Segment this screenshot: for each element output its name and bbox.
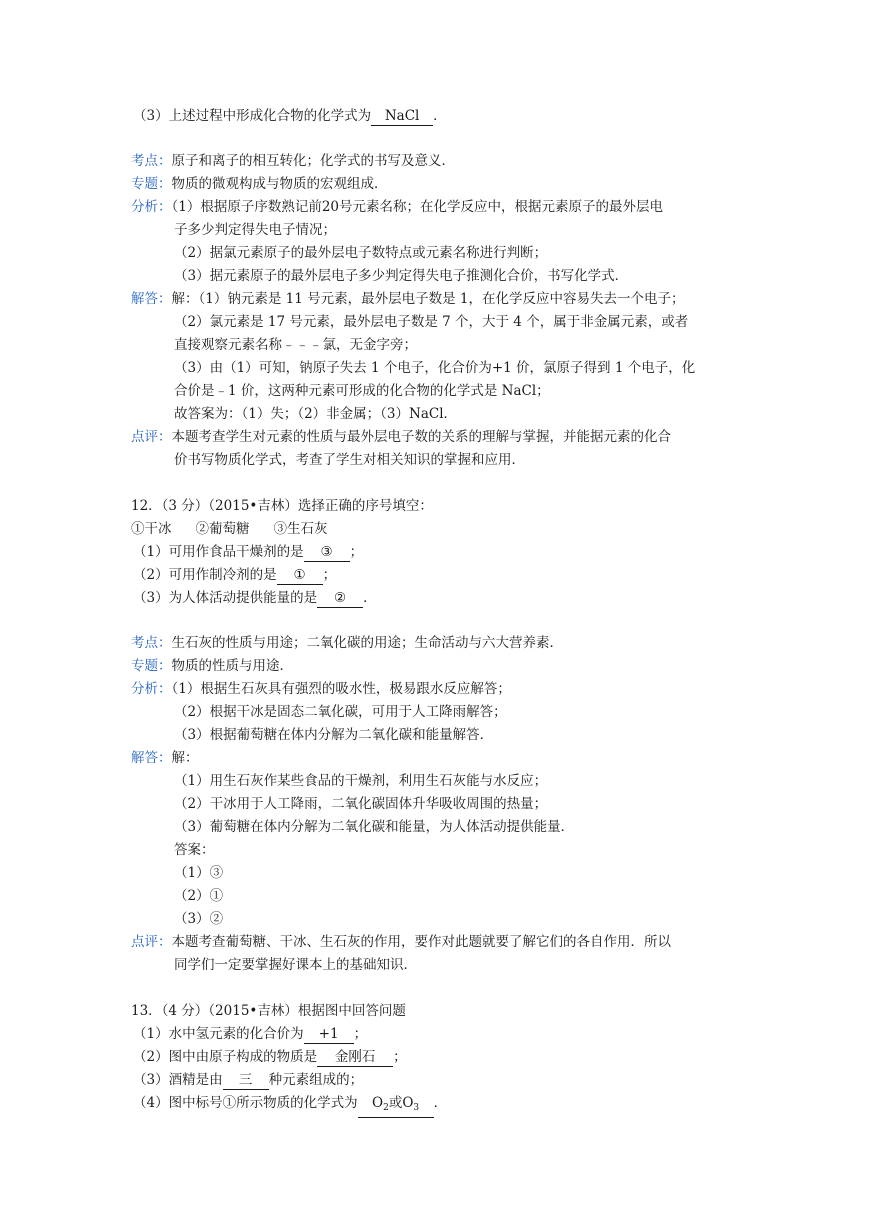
oxygen-symbol: O [372, 1095, 384, 1111]
q11-fenxi [131, 197, 663, 217]
q13-part-text: （1）水中氢元素的化合价为 [133, 1026, 304, 1042]
q12-option: ③生石灰 [273, 521, 328, 537]
subscript: 2 [383, 1103, 389, 1113]
kaodian-label: 考点： [131, 153, 172, 169]
q11-zhuanti [131, 174, 388, 194]
dianping-line: 本题考查学生对元素的性质与最外层电子数的关系的理解与掌握，并能据元素的化合 [171, 429, 671, 445]
q11-dianping [131, 427, 671, 447]
fenxi-line: （1）根据原子序数熟记前20号元素名称；在化学反应中，根据元素原子的最外层电 [171, 199, 664, 215]
zhuanti-text: 物质的微观构成与物质的宏观组成． [171, 176, 388, 192]
q11-jieda [131, 289, 684, 309]
q13-part1 [133, 1024, 367, 1044]
fenxi-line: （3）据元素原子的最外层电子多少判定得失电子推测化合价，书写化学式． [174, 268, 629, 284]
q12-option: ①干冰 [131, 521, 172, 537]
q12-part-answer: ① [277, 566, 323, 585]
jieda-line: 合价是﹣1 价，这两种元素可形成的化合物的化学式是 NaCl； [174, 383, 550, 399]
jieda-line: 答案： [174, 842, 215, 858]
jieda-line: 直接观察元素名称﹣﹣﹣氯，无金字旁； [174, 337, 417, 353]
q13-part4 [133, 1093, 447, 1113]
fenxi-line: （2）根据干冰是固态二氧化碳，可用于人工降雨解答； [174, 704, 507, 720]
q13-part4-text: （4）图中标号①所示物质的化学式为 [133, 1095, 358, 1111]
subscript: 3 [413, 1103, 420, 1113]
q13-part-end: 种元素组成的； [268, 1072, 364, 1088]
q12-part2 [133, 565, 336, 585]
q13-part-answer: 金刚石 [317, 1048, 393, 1067]
q12-part-answer: ② [317, 589, 363, 608]
q11-part3-text: （3）上述过程中形成化合物的化学式为 [133, 108, 372, 124]
dianping-line: 价书写物质化学式，考查了学生对相关知识的掌握和应用． [174, 452, 525, 468]
jieda-line: （2）① [174, 888, 224, 904]
jieda-line: 解：（1）钠元素是 11 号元素，最外层电子数是 1，在化学反应中容易失去一个电子； [171, 291, 685, 307]
fenxi-line: （3）根据葡萄糖在体内分解为二氧化碳和能量解答． [174, 727, 494, 743]
q11-kaodian [131, 151, 455, 171]
q12-option: ②葡萄糖 [195, 521, 250, 537]
q12-part-text: （1）可用作食品干燥剂的是 [133, 544, 304, 560]
q13-part-text: （3）酒精是由 [133, 1072, 223, 1088]
q13-part3 [133, 1070, 363, 1090]
kaodian-text: 生石灰的性质与用途；二氧化碳的用途；生命活动与六大营养素． [171, 635, 563, 651]
q13-part2 [133, 1047, 407, 1067]
oxygen-symbol: O [402, 1095, 414, 1111]
q13-part-end: ； [393, 1049, 407, 1065]
q12-title: 12．（3 分）（2015•吉林）选择正确的序号填空： [131, 498, 433, 514]
q12-part-end: ． [363, 590, 377, 606]
q12-zhuanti [131, 656, 293, 676]
q13-part4-end: ． [433, 1095, 448, 1111]
fenxi-line: 子多少判定得失电子情况； [174, 222, 336, 238]
jieda-line: 解： [171, 750, 199, 766]
q11-part3-end: ． [433, 108, 447, 124]
q12-part-answer: ③ [304, 543, 350, 562]
q13-part-answer: 三 [223, 1071, 269, 1090]
kaodian-text: 原子和离子的相互转化；化学式的书写及意义． [171, 153, 455, 169]
q12-kaodian [131, 633, 563, 653]
q13-part4-answer [358, 1094, 434, 1118]
q12-part-end: ； [322, 567, 337, 583]
zhuanti-text: 物质的性质与用途． [171, 658, 293, 674]
q11-part3 [133, 106, 447, 126]
kaodian-label: 考点： [131, 635, 172, 651]
jieda-line: （3）葡萄糖在体内分解为二氧化碳和能量，为人体活动提供能量． [174, 819, 575, 835]
fenxi-label: 分析： [131, 681, 172, 697]
zhuanti-label: 专题： [131, 658, 172, 674]
jieda-label: 解答： [131, 750, 172, 766]
jieda-line: （2）干冰用于人工降雨，二氧化碳固体升华吸收周围的热量； [174, 796, 548, 812]
q13-title: 13．（4 分）（2015•吉林）根据图中回答问题 [131, 1003, 406, 1019]
q12-part-end: ； [349, 544, 364, 560]
dianping-label: 点评： [131, 429, 172, 445]
q12-part-text: （3）为人体活动提供能量的是 [133, 590, 318, 606]
q12-jieda [131, 748, 199, 768]
or-word: 或 [388, 1095, 403, 1111]
fenxi-line: （2）据氯元素原子的最外层电子数特点或元素名称进行判断； [174, 245, 548, 261]
jieda-line: 故答案为：（1）失；（2）非金属；（3）NaCl． [174, 406, 458, 422]
zhuanti-label: 专题： [131, 176, 172, 192]
jieda-line: （3）② [174, 911, 224, 927]
q13-part-answer: +1 [304, 1025, 354, 1044]
jieda-label: 解答： [131, 291, 172, 307]
dianping-line: 本题考查葡萄糖、干冰、生石灰的作用，要作对此题就要了解它们的各自作用．所以 [171, 934, 671, 950]
jieda-line: （1）③ [174, 865, 224, 881]
q11-part3-answer: NaCl [371, 107, 433, 126]
jieda-line: （1）用生石灰作某些食品的干燥剂，利用生石灰能与水反应； [174, 773, 548, 789]
jieda-line: （2）氯元素是 17 号元素，最外层电子数是 7 个，大于 4 个，属于非金属元素，或者 [174, 314, 689, 330]
q12-options [131, 519, 328, 539]
q12-part1 [133, 542, 363, 562]
q12-part3 [133, 588, 377, 608]
jieda-line: （3）由（1）可知，钠原子失去 1 个电子，化合价为+1 价，氯原子得到 1 个电子，化 [174, 360, 696, 376]
dianping-label: 点评： [131, 934, 172, 950]
fenxi-label: 分析： [131, 199, 172, 215]
q12-part-text: （2）可用作制冷剂的是 [133, 567, 277, 583]
dianping-line: 同学们一定要掌握好课本上的基础知识． [174, 957, 417, 973]
q12-dianping [131, 932, 671, 952]
q13-part-end: ； [353, 1026, 368, 1042]
q12-fenxi [131, 679, 511, 699]
fenxi-line: （1）根据生石灰具有强烈的吸水性，极易跟水反应解答； [171, 681, 511, 697]
q13-part-text: （2）图中由原子构成的物质是 [133, 1049, 318, 1065]
